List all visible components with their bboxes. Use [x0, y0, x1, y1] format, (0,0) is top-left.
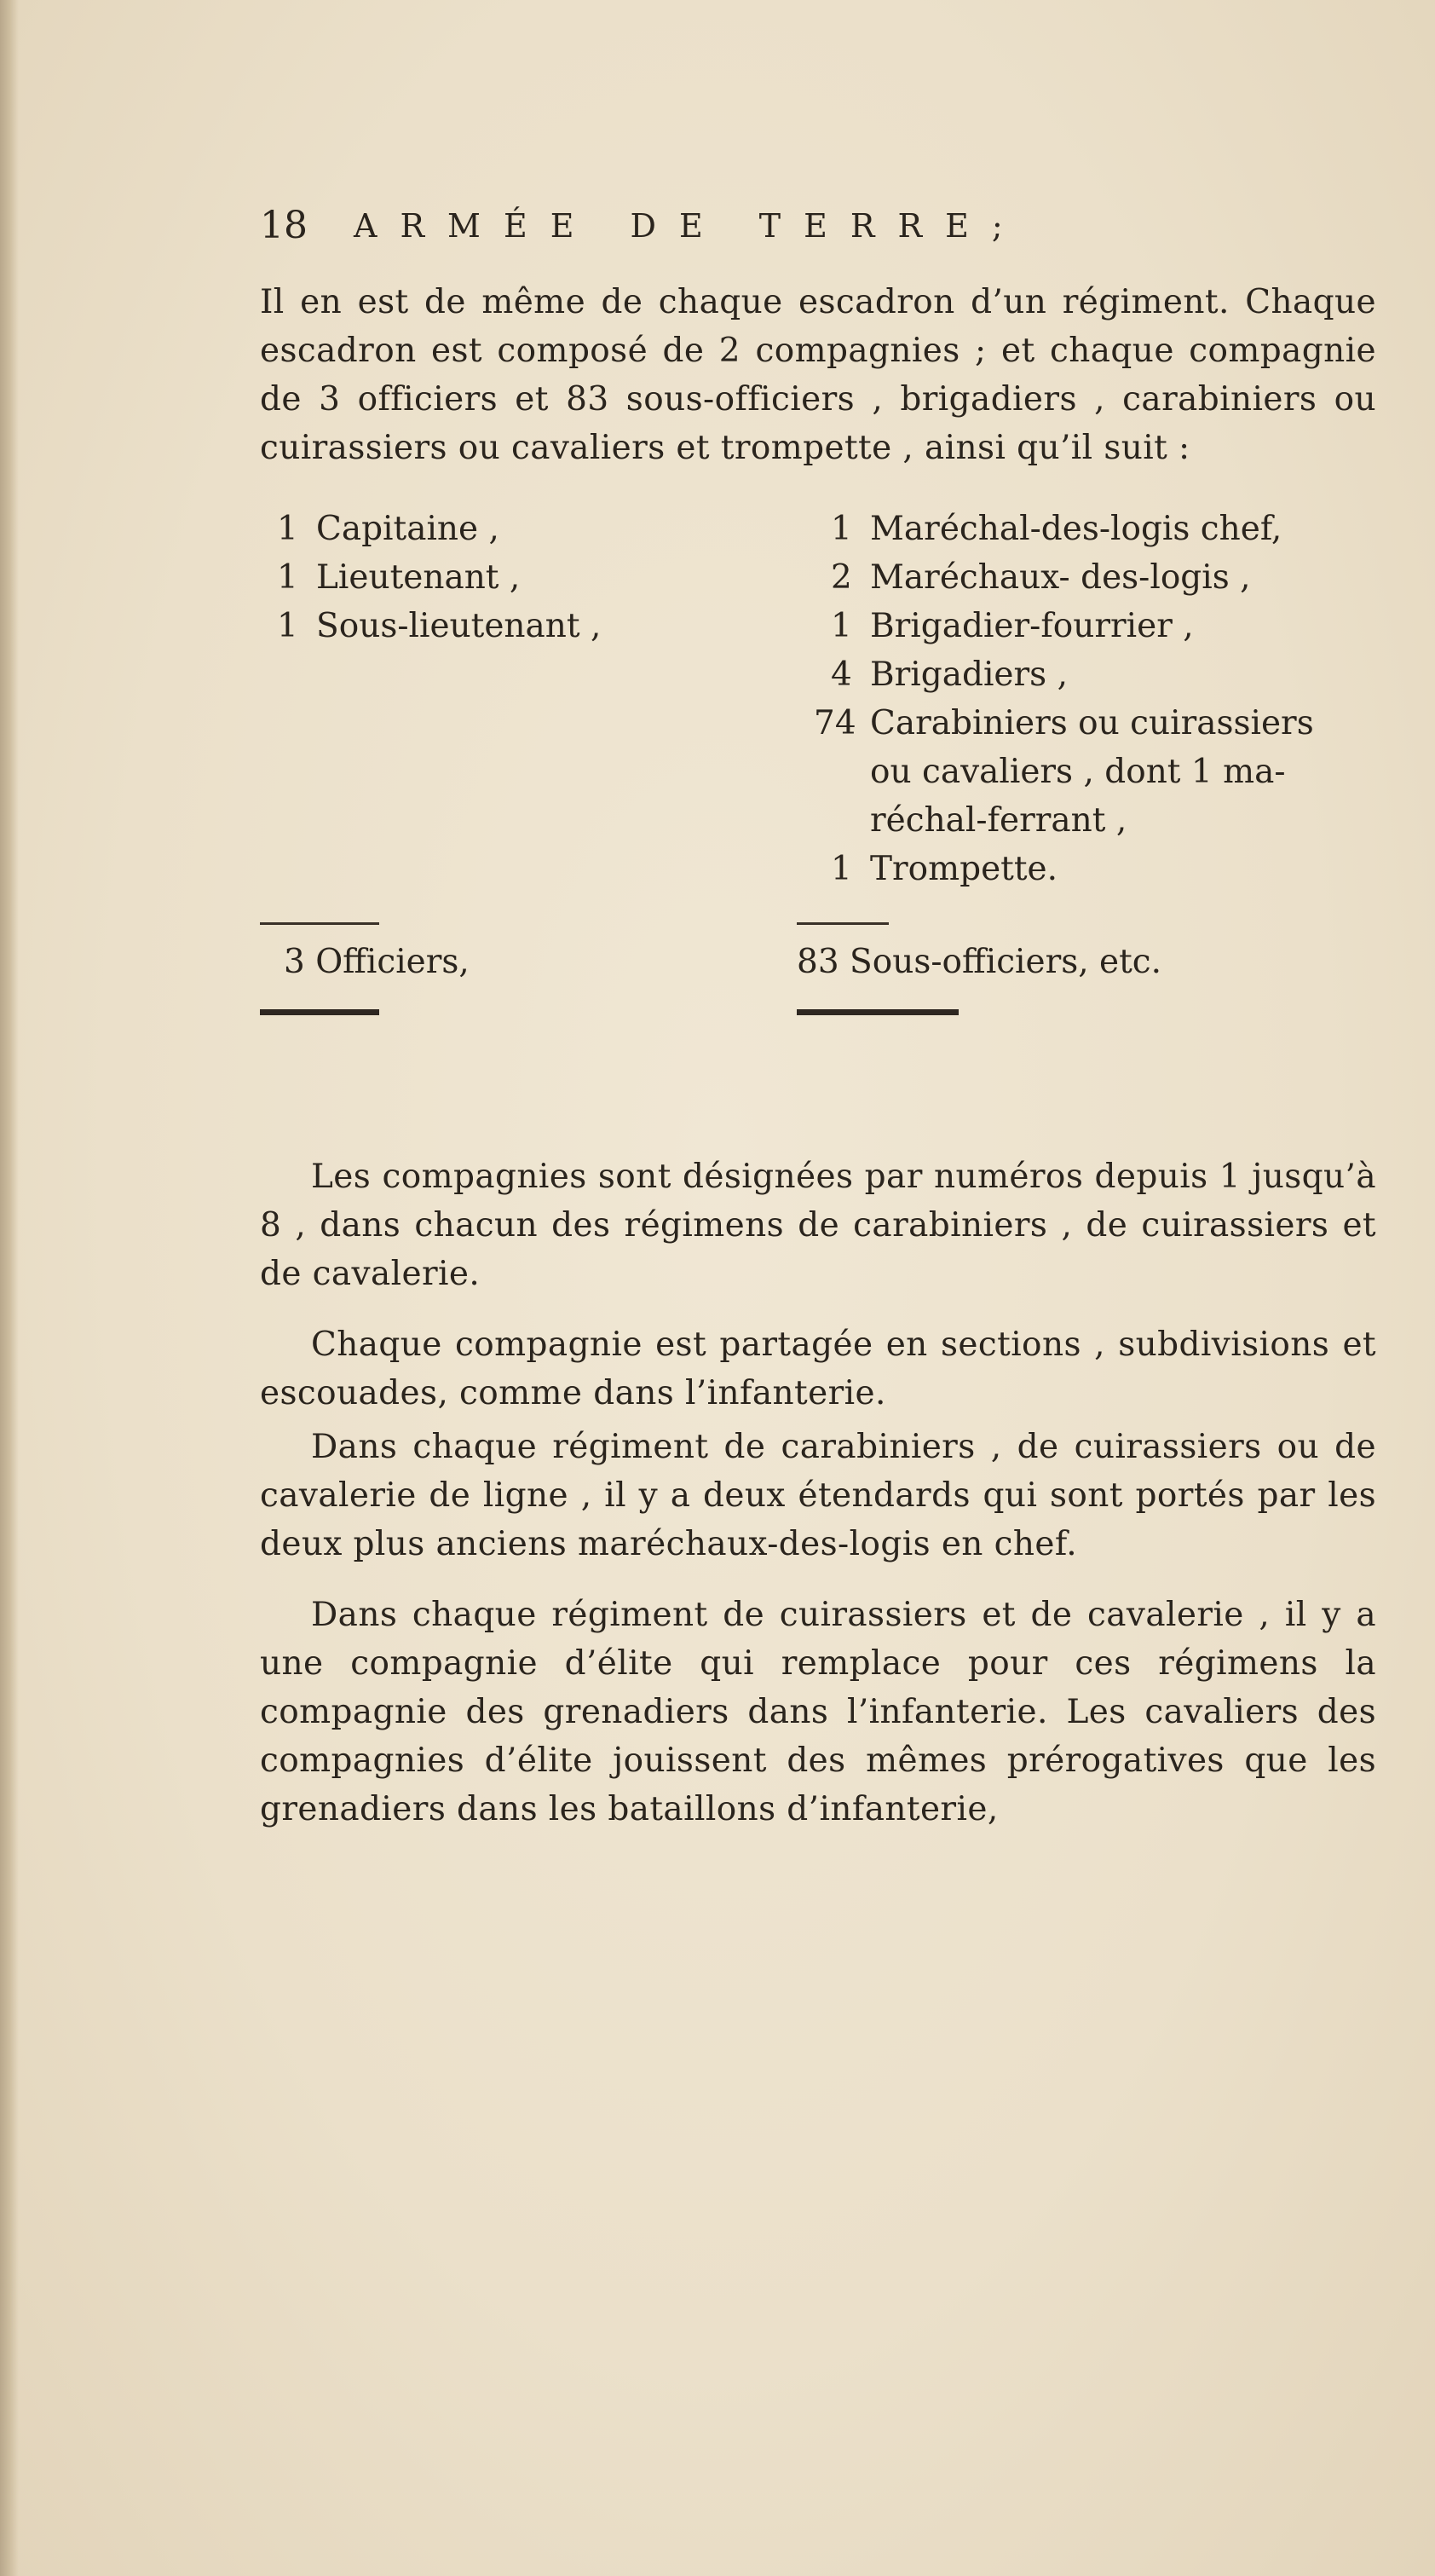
- page-header: [260, 196, 1376, 256]
- officer-line: 1 Sous-lieutenant ,: [277, 607, 602, 645]
- paragraph: Dans chaque régiment de cuirassiers et de cavalerie , il y a une compagnie d’élite qui remplace pour ces régimens la compagnie des grenadiers dans l’infanterie. Les cavaliers des compagnies d’élite jouissent des mêmes prérogatives que les grenadiers dans les bataillons d’infanterie,: [260, 1596, 1376, 1828]
- sub-officers-rule: [797, 922, 889, 925]
- intro-paragraph: Il en est de même de chaque escadron d’un régiment. Chaque escadron est composé de 2 compagnies ; et chaque compagnie de 3 officiers et 83 sous-officiers , brigadiers , carabiniers ou cuirassiers ou cavaliers et trompette , ainsi qu’il suit :: [260, 283, 1376, 467]
- company-roster: [260, 505, 1376, 1152]
- sub-officer-line: 74 Carabiniers ou cuirassiers: [814, 704, 1314, 742]
- text-block: [260, 196, 1376, 1834]
- officer-line: 1 Lieutenant ,: [277, 558, 521, 597]
- paragraph: Chaque compagnie est partagée en sections , subdivisions et escouades, comme dans l’infanterie.: [260, 1326, 1376, 1412]
- officer-line: 1 Capitaine ,: [277, 510, 499, 548]
- sub-officers-total: 83 Sous-officiers, etc.: [797, 943, 1162, 981]
- officers-total: 3 Officiers,: [284, 943, 470, 981]
- paragraph: Les compagnies sont désignées par numéros depuis 1 jusqu’à 8 , dans chacun des régimens de carabiniers , de cuirassiers et de cavalerie.: [260, 1158, 1376, 1293]
- sub-officer-line: 2 Maréchaux- des-logis ,: [831, 558, 1251, 597]
- running-title: ARMÉE DE TERRE;: [354, 207, 1026, 245]
- sub-officer-line: 1 Brigadier-fourrier ,: [831, 607, 1194, 645]
- sub-officer-line: 4 Brigadiers ,: [831, 656, 1068, 694]
- sub-officer-continuation: réchal-ferrant ,: [870, 801, 1127, 840]
- officers-double-rule: [260, 1009, 379, 1015]
- page-number: 18: [260, 204, 308, 247]
- page-spine-shadow: [0, 0, 19, 2576]
- sub-officer-line: 1 Trompette.: [831, 850, 1058, 888]
- paragraph: Dans chaque régiment de carabiniers , de cuirassiers ou de cavalerie de ligne , il y a deux étendards qui sont portés par les deux plus anciens maréchaux-des-logis en chef.: [260, 1428, 1376, 1563]
- sub-officers-double-rule: [797, 1009, 959, 1015]
- sub-officer-line: 1 Maréchal-des-logis chef,: [831, 510, 1282, 548]
- officers-rule: [260, 922, 379, 925]
- sub-officer-continuation: ou cavaliers , dont 1 ma-: [870, 753, 1286, 791]
